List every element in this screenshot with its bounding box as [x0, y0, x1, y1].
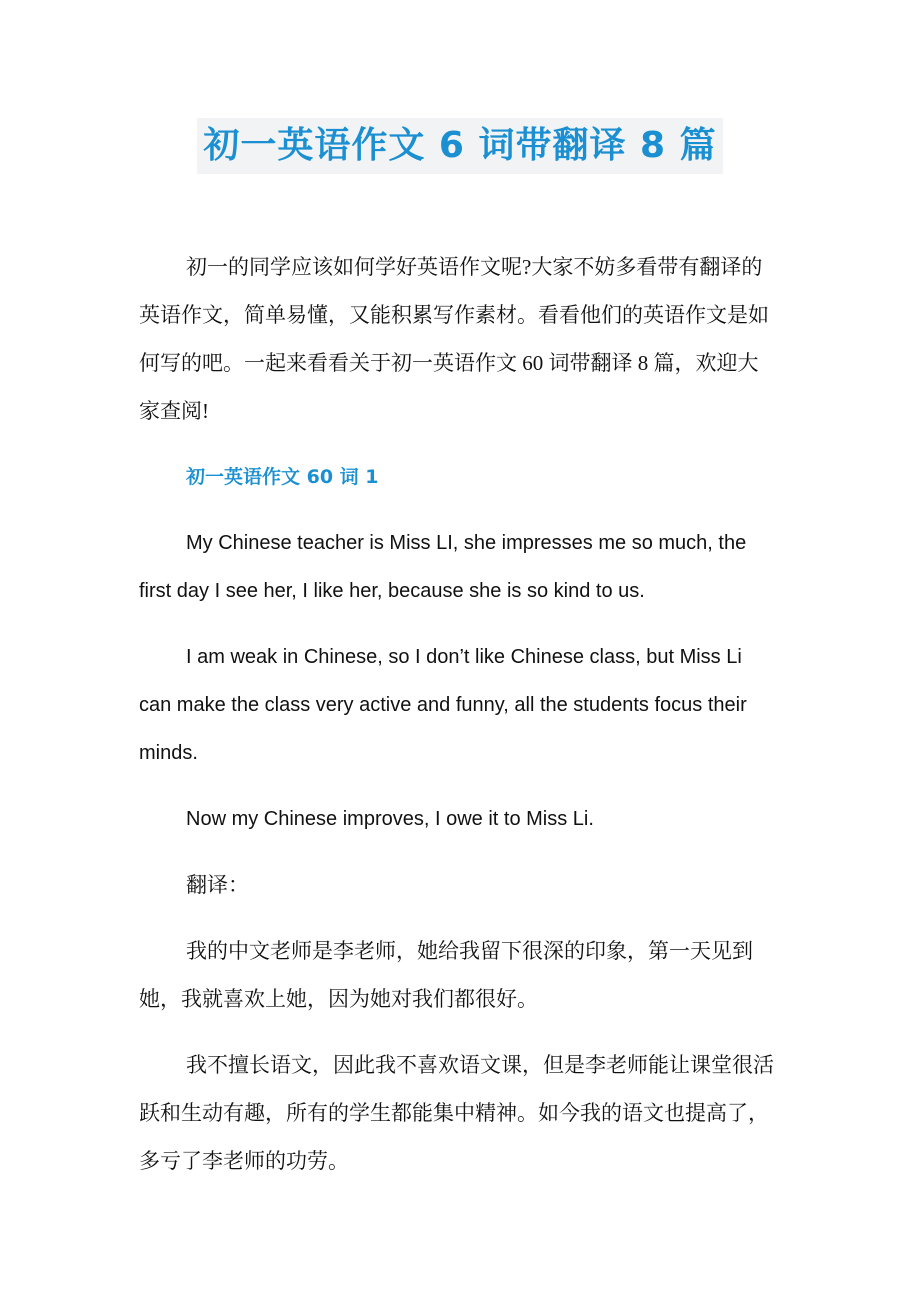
- intro-paragraph: 初一的同学应该如何学好英语作文呢?大家不妨多看带有翻译的英语作文，简单易懂，又能积累写作素材。看看他们的英语作文是如何写的吧。一起来看看关于初一英语作文 60 词带翻译 8 篇，欢迎大家查阅!: [139, 255, 769, 423]
- english-paragraph-1: My Chinese teacher is Miss LI, she impresses me so much, the first day I see her, I like her, because she is so kind to us.: [139, 532, 747, 602]
- title-container: [0, 118, 920, 174]
- page-title: 初一英语作文 6 词带翻译 8 篇: [197, 118, 722, 174]
- english-paragraph-2: I am weak in Chinese, so I don’t like Chinese class, but Miss Li can make the class very active and funny, all the students focus their minds.: [139, 646, 747, 764]
- chinese-paragraph-2: 我不擅长语文，因此我不喜欢语文课，但是李老师能让课堂很活跃和生动有趣，所有的学生都能集中精神。如今我的语文也提高了，多亏了李老师的功劳。: [139, 1053, 774, 1173]
- english-paragraph-3: Now my Chinese improves, I owe it to Miss Li.: [186, 808, 594, 830]
- translation-label: 翻译：: [186, 873, 249, 897]
- chinese-paragraph-1: 我的中文老师是李老师，她给我留下很深的印象，第一天见到她，我就喜欢上她，因为她对我们都很好。: [139, 939, 753, 1011]
- article-body: [139, 243, 779, 1185]
- section-heading: 初一英语作文 60 词 1: [186, 466, 379, 488]
